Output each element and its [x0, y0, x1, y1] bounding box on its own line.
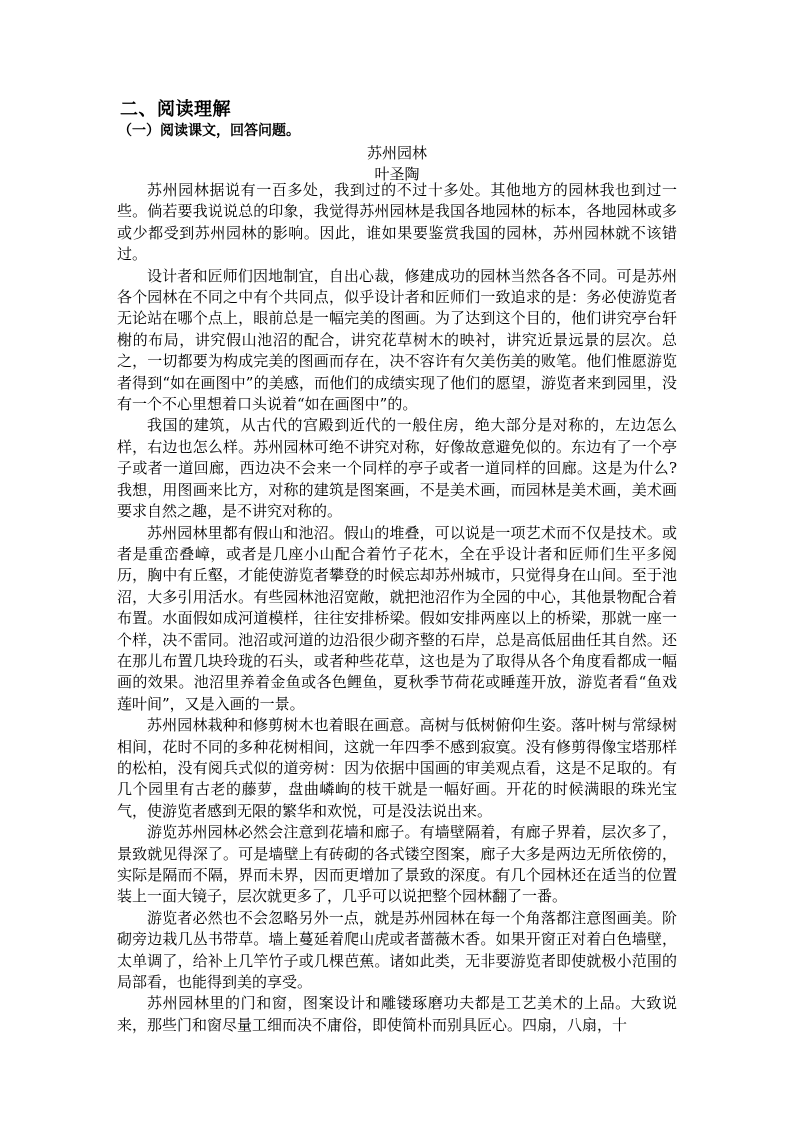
- article-paragraph: 我国的建筑，从古代的宫殿到近代的一般住房，绝大部分是对称的，左边怎么样，右边也怎么样。苏州园林可绝不讲究对称，好像故意避免似的。东边有了一个亭子或者一道回廊，西边决不会来一个同样的亭子或者一道同样的回廊。这是为什么?我想，用图画来比方，对称的建筑是图案画，不是美术画，而园林是美术画，美术画要求自然之趣，是不讲究对称的。: [117, 416, 677, 521]
- article-paragraph: 游览苏州园林必然会注意到花墙和廊子。有墙壁隔着，有廊子界着，层次多了，景致就见得深了。可是墙壁上有砖砌的各式镂空图案，廊子大多是两边无所依傍的，实际是隔而不隔，界而未界，因而更增加了景致的深度。有几个园林还在适当的位置装上一面大镜子，层次就更多了，几乎可以说把整个园林翻了一番。: [117, 823, 677, 906]
- question-prompt: （一）阅读课文，回答问题。: [118, 123, 300, 139]
- article-paragraph: 苏州园林里都有假山和池沼。假山的堆叠，可以说是一项艺术而不仅是技术。或者是重峦叠嶂，或者是几座小山配合着竹子花木，全在乎设计者和匠师们生平多阅历，胸中有丘壑，才能使游览者攀登的时候忘却苏州城市，只觉得身在山间。至于池沼，大多引用活水。有些园林池沼宽敞，就把池沼作为全园的中心，其他景物配合着布置。水面假如成河道模样，往往安排桥梁。假如安排两座以上的桥梁，那就一座一个样，决不雷同。池沼或河道的边沿很少砌齐整的石岸，总是高低屈曲任其自然。还在那儿布置几块玲珑的石头，或者种些花草，这也是为了取得从各个角度看都成一幅画的效果。池沼里养着金鱼或各色鲤鱼，夏秋季节荷花或睡莲开放，游览者看“鱼戏莲叶间”，又是入画的一景。: [117, 523, 677, 713]
- article-paragraph: 苏州园林栽种和修剪树木也着眼在画意。高树与低树俯仰生姿。落叶树与常绿树相间，花时不同的多种花树相间，这就一年四季不感到寂寞。没有修剪得像宝塔那样的松柏，没有阅兵式似的道旁树：因为依据中国画的审美观点看，这是不足取的。有几个园里有古老的藤萝，盘曲嶙峋的枝干就是一幅好画。开花的时候满眼的珠光宝气，使游览者感到无限的繁华和欢悦，可是没法说出来。: [117, 716, 677, 820]
- article-title: 苏州园林: [366, 144, 427, 162]
- article-paragraph: 苏州园林里的门和窗，图案设计和雕镂琢磨功夫都是工艺美术的上品。大致说来，那些门和窗尽量工细而决不庸俗，即使简朴而别具匠心。四扇，八扇，十: [117, 994, 677, 1034]
- article-paragraph: 设计者和匠师们因地制宜，自出心裁，修建成功的园林当然各各不同。可是苏州各个园林在不同之中有个共同点，似乎设计者和匠师们一致追求的是：务必使游览者无论站在哪个点上，眼前总是一幅完美的图画。为了达到这个目的，他们讲究亭台轩榭的布局，讲究假山池沼的配合，讲究花草树木的映衬，讲究近景远景的层次。总之，一切都要为构成完美的图画而存在，决不容许有欠美伤美的败笔。他们惟愿游览者得到“如在画图中”的美感，而他们的成绩实现了他们的愿望，游览者来到园里，没有一个不心里想着口头说着“如在画图中”的。: [117, 266, 677, 414]
- article-paragraph: 游览者必然也不会忽略另外一点，就是苏州园林在每一个角落都注意图画美。阶砌旁边栽几丛书带草。墙上蔓延着爬山虎或者蔷薇木香。如果开窗正对着白色墙壁，太单调了，给补上几竿竹子或几棵芭蕉。诸如此类，无非要游览者即使就极小范围的局部看，也能得到美的享受。: [117, 908, 677, 992]
- article-body: [117, 180, 677, 1036]
- section-heading: 二、阅读理解: [120, 99, 231, 120]
- article-paragraph: 苏州园林据说有一百多处，我到过的不过十多处。其他地方的园林我也到过一些。倘若要我说说总的印象，我觉得苏州园林是我国各地园林的标本，各地园林或多或少都受到苏州园林的影响。因此，谁如果要鉴赏我国的园林，苏州园林就不该错过。: [117, 181, 677, 264]
- article-author: 叶圣陶: [374, 165, 420, 183]
